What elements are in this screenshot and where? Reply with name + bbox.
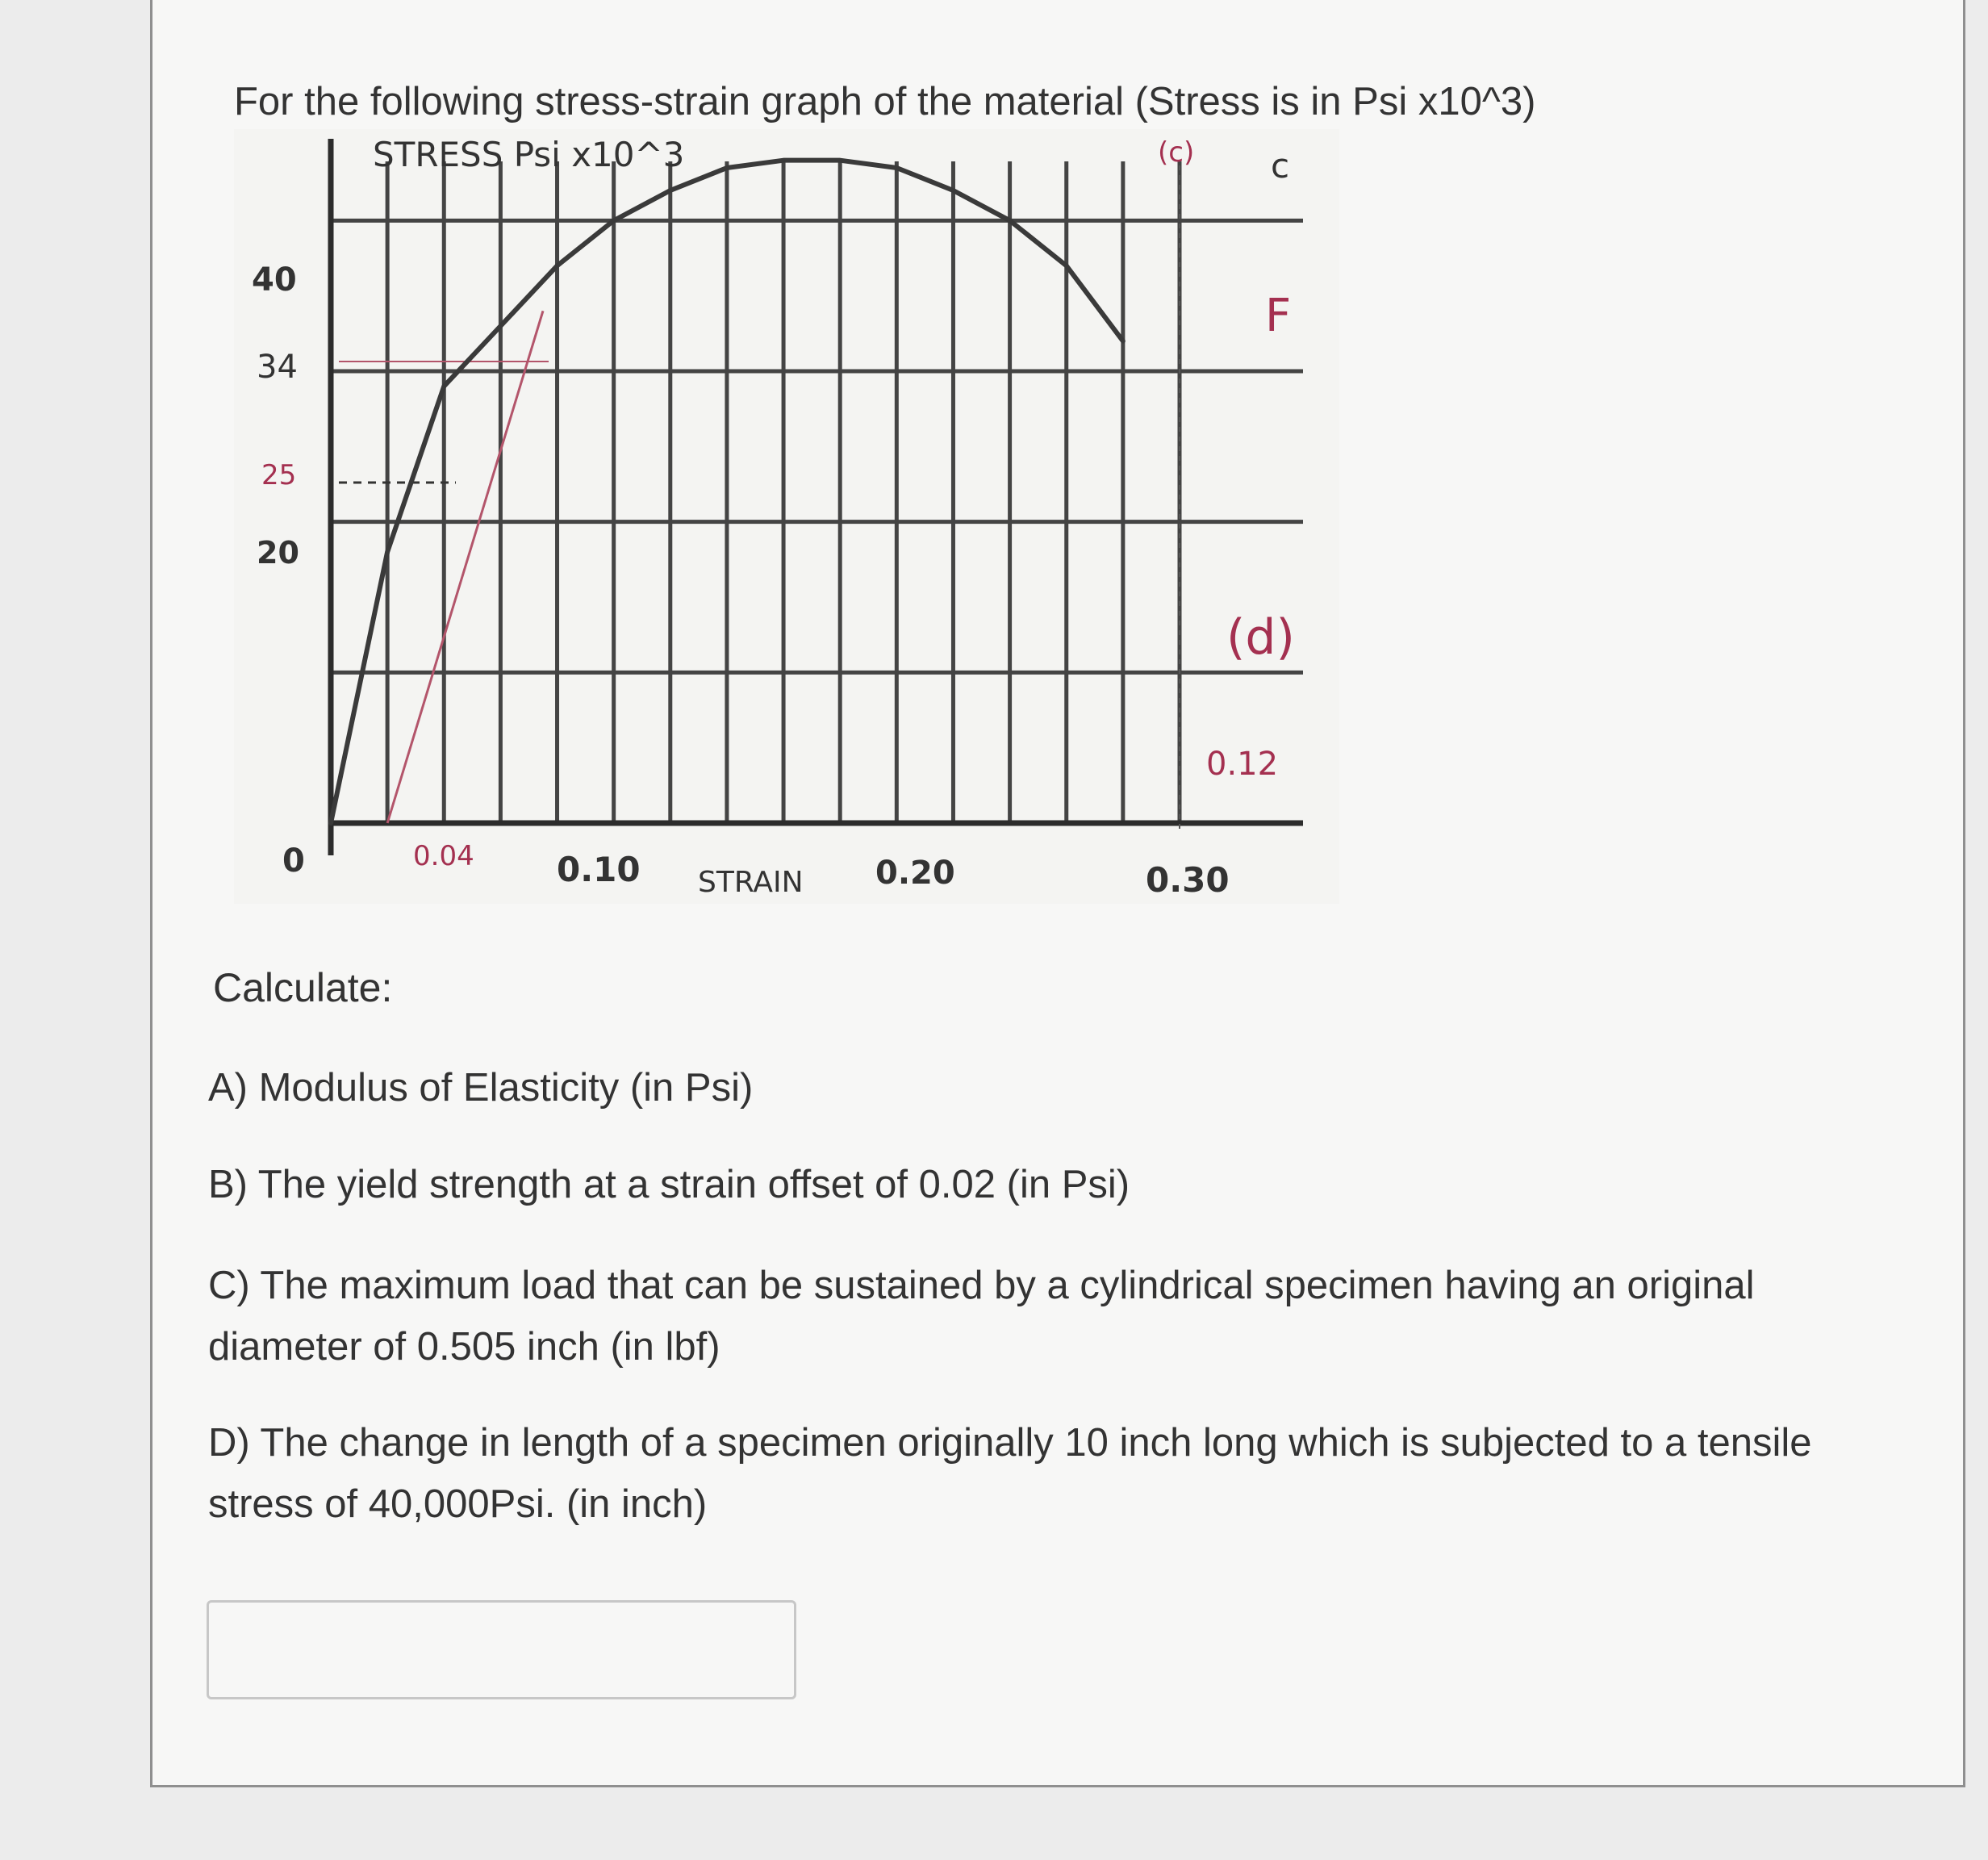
question-item-d: D) The change in length of a specimen originally 10 inch long which is subjected to a tensile stress of 40,000Psi. (in inch): [208, 1421, 1812, 1526]
x-tick-label: 0.10: [557, 850, 641, 889]
annotation-strain-value: 0.12: [1206, 746, 1279, 783]
annotation-d: (d): [1226, 609, 1295, 666]
answer-input[interactable]: [207, 1600, 796, 1699]
y-tick-label: 34: [257, 349, 298, 386]
calculate-label: Calculate:: [213, 965, 393, 1010]
y-axis-title-stress: STRESS Psi x10^3: [373, 135, 685, 174]
x-tick-label: 0.20: [875, 855, 955, 892]
question-prompt: For the following stress-strain graph of the material (Stress is in Psi x10^3): [234, 80, 1536, 123]
y-tick-label: 40: [252, 261, 297, 299]
annotation-c: c: [1271, 146, 1290, 186]
question-item-c: C) The maximum load that can be sustained by a cylindrical specimen having an original diameter of 0.505 inch (in lbf): [208, 1264, 1755, 1369]
x-axis-title: STRAIN: [698, 866, 804, 899]
x-tick-label: 0.30: [1146, 860, 1230, 900]
stress-strain-graph: [234, 129, 1339, 904]
annotation-f: F: [1265, 290, 1292, 342]
origin-label: 0: [282, 842, 305, 880]
question-item-a: A) Modulus of Elasticity (in Psi): [208, 1066, 754, 1110]
graph-canvas: [234, 129, 1339, 904]
annotation-c-paren: (c): [1158, 136, 1195, 169]
question-item-b: B) The yield strength at a strain offset of 0.02 (in Psi): [208, 1163, 1130, 1206]
y-tick-label: 20: [257, 535, 299, 571]
y-tick-label: 25: [261, 459, 297, 491]
x-tick-label: 0.04: [413, 840, 474, 872]
